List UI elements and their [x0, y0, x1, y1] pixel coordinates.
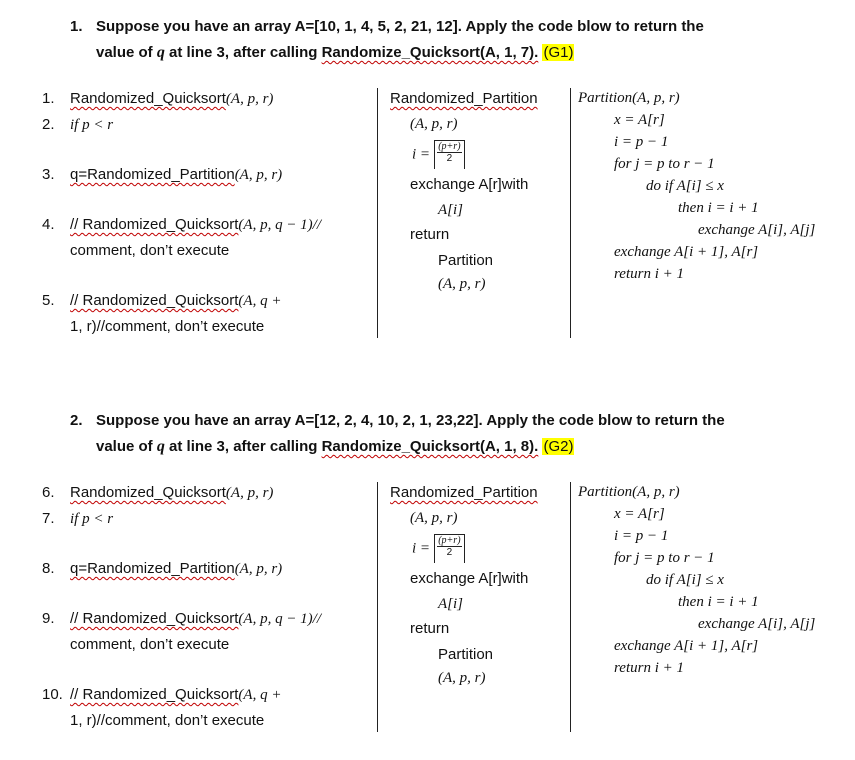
- code-line-cont: 1, r)//comment, don’t execute: [70, 712, 265, 729]
- partition-line: i = p − 1: [614, 528, 669, 544]
- code-line: 7. if p < r: [42, 510, 114, 527]
- rp-name: Randomized_Partition: [390, 484, 538, 501]
- partition-line: for j = p to r − 1: [614, 550, 715, 566]
- rp-partition: Partition: [438, 646, 494, 663]
- partition-line: do if A[i] ≤ x: [646, 178, 724, 194]
- partition-line: return i + 1: [614, 660, 684, 676]
- partition-header: Partition(A, p, r): [578, 90, 680, 106]
- rp-return: return: [410, 226, 450, 243]
- rp-name: Randomized_Partition: [390, 90, 538, 107]
- rp-partition-args: (A, p, r): [438, 276, 486, 292]
- title-line-2: value of q at line 3, after calling Randomize_Quicksort(A, 1, 7). (G1): [96, 44, 574, 61]
- function-call-text: Randomize_Quicksort(A, 1, 7).: [321, 44, 539, 61]
- code-line: 2. if p < r: [42, 116, 114, 133]
- rp-exchange: exchange A[r]with: [410, 176, 529, 193]
- rp-i-assign: i = $\frac{(p+r)}{2}$: [412, 140, 465, 169]
- partition-line: exchange A[i], A[j]: [698, 616, 816, 632]
- code-line: 4. // Randomized_Quicksort(A, p, q − 1)//: [42, 216, 322, 233]
- rp-partition-args: (A, p, r): [438, 670, 486, 686]
- code-line: 5. // Randomized_Quicksort(A, q +: [42, 292, 282, 309]
- code-line: 1. Randomized_Quicksort(A, p, r): [42, 90, 274, 107]
- code-line: 8. q=Randomized_Partition(A, p, r): [42, 560, 283, 577]
- title-line-2: value of q at line 3, after calling Randomize_Quicksort(A, 1, 8). (G2): [96, 438, 574, 455]
- column-divider: [570, 482, 571, 732]
- rp-args: (A, p, r): [410, 510, 458, 526]
- column-divider: [377, 482, 378, 732]
- code-line-cont: comment, don’t execute: [70, 242, 230, 259]
- partition-line: x = A[r]: [614, 112, 665, 128]
- code-line: 10. // Randomized_Quicksort(A, q +: [42, 686, 282, 703]
- partition-line: do if A[i] ≤ x: [646, 572, 724, 588]
- column-divider: [377, 88, 378, 338]
- question-2-title: [70, 408, 830, 460]
- rp-partition: Partition: [438, 252, 494, 269]
- partition-line: i = p − 1: [614, 134, 669, 150]
- group-tag: (G2): [543, 438, 574, 455]
- question-1: [0, 0, 855, 366]
- partition-line: exchange A[i], A[j]: [698, 222, 816, 238]
- code-line-cont: 1, r)//comment, don’t execute: [70, 318, 265, 335]
- rp-exchange-2: A[i]: [438, 596, 464, 612]
- partition-line: then i = i + 1: [678, 200, 759, 216]
- title-line-1: Suppose you have an array A=[10, 1, 4, 5, 2, 21, 12]. Apply the code blow to return the: [96, 18, 704, 35]
- title-line-1: Suppose you have an array A=[12, 2, 4, 10, 2, 1, 23,22]. Apply the code blow to return the: [96, 412, 725, 429]
- rp-return: return: [410, 620, 450, 637]
- question-number: 1.: [70, 18, 83, 35]
- rp-args: (A, p, r): [410, 116, 458, 132]
- partition-header: Partition(A, p, r): [578, 484, 680, 500]
- rp-exchange: exchange A[r]with: [410, 570, 529, 587]
- code-line: 6. Randomized_Quicksort(A, p, r): [42, 484, 274, 501]
- partition-line: then i = i + 1: [678, 594, 759, 610]
- question-2: [0, 394, 855, 760]
- partition-line: x = A[r]: [614, 506, 665, 522]
- partition-line: exchange A[i + 1], A[r]: [614, 244, 759, 260]
- partition-line: return i + 1: [614, 266, 684, 282]
- partition-line: exchange A[i + 1], A[r]: [614, 638, 759, 654]
- code-line: 3. q=Randomized_Partition(A, p, r): [42, 166, 283, 183]
- question-1-title: [70, 14, 830, 66]
- partition-line: for j = p to r − 1: [614, 156, 715, 172]
- function-call-text: Randomize_Quicksort(A, 1, 8).: [321, 438, 539, 455]
- code-line: 9. // Randomized_Quicksort(A, p, q − 1)//: [42, 610, 322, 627]
- column-divider: [570, 88, 571, 338]
- rp-exchange-2: A[i]: [438, 202, 464, 218]
- rp-i-assign: i = $\frac{(p+r)}{2}$: [412, 534, 465, 563]
- question-number: 2.: [70, 412, 83, 429]
- group-tag: (G1): [543, 44, 574, 61]
- code-line-cont: comment, don’t execute: [70, 636, 230, 653]
